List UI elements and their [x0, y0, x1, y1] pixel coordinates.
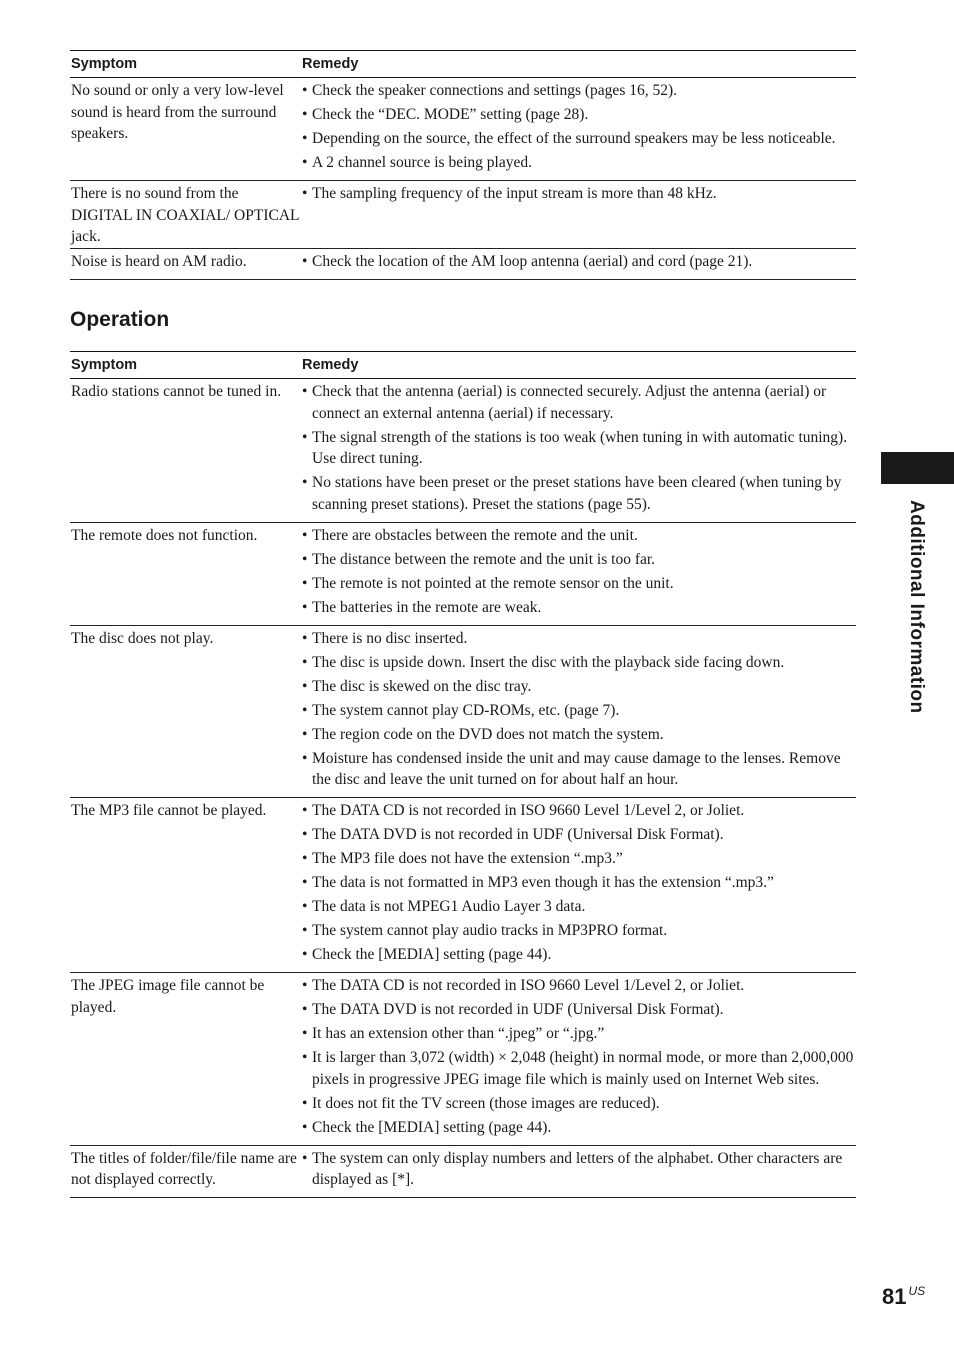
- symptom-cell: Noise is heard on AM radio.: [71, 252, 247, 270]
- bullet-icon: •: [302, 428, 308, 446]
- remedy-text: The DATA CD is not recorded in ISO 9660 Level 1/Level 2, or Joliet.: [312, 977, 745, 994]
- remedy-text: There are obstacles between the remote and the unit.: [312, 526, 638, 544]
- symptom-cell: The titles of folder/file/file name are not displayed correctly.: [71, 1149, 297, 1188]
- bullet-icon: •: [302, 749, 308, 767]
- remedy-text: The DATA CD is not recorded in ISO 9660 Level 1/Level 2, or Joliet.: [312, 802, 745, 819]
- remedy-item: [302, 152, 856, 174]
- remedy-text: No stations have been preset or the preset stations have been cleared (when tuning by scanning preset stations). Preset the stations (page 55).: [312, 474, 842, 513]
- bullet-icon: •: [302, 629, 308, 647]
- table-row: [70, 1146, 856, 1199]
- table-row: [70, 626, 856, 799]
- symptom-cell: The disc does not play.: [71, 629, 214, 647]
- table-row: [70, 78, 856, 181]
- remedy-text: Check the speaker connections and settings (pages 16, 52).: [312, 82, 678, 99]
- remedy-item: [302, 549, 856, 571]
- bullet-icon: •: [302, 946, 308, 963]
- remedy-item: [302, 676, 856, 698]
- bullet-icon: •: [302, 252, 308, 270]
- remedy-item: [302, 872, 856, 894]
- remedy-item: [302, 80, 856, 102]
- bullet-icon: •: [302, 82, 308, 99]
- remedy-text: The region code on the DVD does not match the system.: [312, 725, 664, 743]
- remedy-text: Check the [MEDIA] setting (page 44).: [312, 1118, 552, 1136]
- remedy-item: [302, 251, 856, 273]
- remedy-cell: [302, 181, 856, 248]
- remedy-item: [302, 1117, 856, 1139]
- table-row: [70, 798, 856, 973]
- remedy-item: [302, 944, 856, 966]
- bullet-icon: •: [302, 802, 308, 819]
- bullet-icon: •: [302, 106, 308, 123]
- page-number: [882, 1284, 925, 1310]
- remedy-item: [302, 1093, 856, 1115]
- table-row: [70, 973, 856, 1146]
- remedy-text: Check the location of the AM loop antenna (aerial) and cord (page 21).: [312, 252, 753, 270]
- table-header: [70, 351, 856, 379]
- bullet-icon: •: [302, 1118, 308, 1136]
- table-row: [70, 181, 856, 249]
- table-row: [70, 523, 856, 626]
- bullet-icon: •: [302, 898, 308, 915]
- bullet-icon: •: [302, 1001, 308, 1018]
- remedy-text: Check that the antenna (aerial) is connected securely. Adjust the antenna (aerial) or connect an external antenna (aerial) if necessary.: [312, 383, 827, 422]
- remedy-item: [302, 597, 856, 619]
- section-heading-operation: Operation: [70, 308, 170, 331]
- bullet-icon: •: [302, 1149, 308, 1167]
- remedy-item: [302, 183, 856, 205]
- remedy-item: [302, 104, 856, 126]
- remedy-text: The disc is upside down. Insert the disc with the playback side facing down.: [312, 653, 785, 671]
- remedy-item: [302, 381, 856, 424]
- remedy-header: Remedy: [302, 56, 359, 72]
- bullet-icon: •: [302, 383, 308, 400]
- table-header: [70, 50, 856, 78]
- symptom-cell: There is no sound from the DIGITAL IN COAXIAL/ OPTICAL jack.: [71, 185, 299, 245]
- remedy-item: [302, 800, 856, 822]
- remedy-text: The disc is skewed on the disc tray.: [312, 677, 532, 695]
- remedy-text: The system cannot play CD-ROMs, etc. (page 7).: [312, 701, 620, 719]
- remedy-text: The system cannot play audio tracks in MP3PRO format.: [312, 922, 668, 939]
- remedy-cell: [302, 249, 856, 279]
- bullet-icon: •: [302, 550, 308, 568]
- remedy-text: The signal strength of the stations is too weak (when tuning in with automatic tuning). Use direct tuning.: [312, 428, 848, 467]
- remedy-cell: [302, 523, 856, 625]
- bullet-icon: •: [302, 725, 308, 743]
- bullet-icon: •: [302, 922, 308, 939]
- remedy-text: There is no disc inserted.: [312, 629, 468, 647]
- bullet-icon: •: [302, 677, 308, 695]
- bullet-icon: •: [302, 850, 308, 867]
- remedy-text: It has an extension other than “.jpeg” or “.jpg.”: [312, 1025, 605, 1042]
- table-row: [70, 249, 856, 280]
- remedy-item: [302, 128, 856, 150]
- bullet-icon: •: [302, 526, 308, 544]
- remedy-item: [302, 525, 856, 547]
- bullet-icon: •: [302, 574, 308, 592]
- bullet-icon: •: [302, 598, 308, 616]
- remedy-text: Depending on the source, the effect of the surround speakers may be less noticeable.: [312, 130, 836, 147]
- remedy-item: [302, 573, 856, 595]
- symptom-cell: The JPEG image file cannot be played.: [71, 977, 265, 1016]
- remedy-item: [302, 896, 856, 918]
- remedy-text: The DATA DVD is not recorded in UDF (Universal Disk Format).: [312, 1001, 724, 1018]
- bullet-icon: •: [302, 474, 308, 491]
- symptom-cell: No sound or only a very low-level sound is heard from the surround speakers.: [71, 82, 284, 142]
- bullet-icon: •: [302, 874, 308, 891]
- remedy-cell: [302, 379, 856, 522]
- bullet-icon: •: [302, 1094, 308, 1112]
- remedy-item: [302, 724, 856, 746]
- bullet-icon: •: [302, 130, 308, 147]
- symptom-cell: Radio stations cannot be tuned in.: [71, 383, 282, 400]
- remedy-cell: [302, 78, 856, 180]
- table-row: [70, 379, 856, 523]
- remedy-cell: [302, 1146, 856, 1198]
- remedy-text: Check the [MEDIA] setting (page 44).: [312, 946, 552, 963]
- remedy-text: A 2 channel source is being played.: [312, 154, 532, 171]
- bullet-icon: •: [302, 977, 308, 994]
- table-body: [70, 379, 856, 1198]
- remedy-item: [302, 920, 856, 942]
- page-number-suffix: US: [908, 1284, 926, 1298]
- remedy-item: [302, 824, 856, 846]
- page-number-value: 81: [882, 1284, 907, 1309]
- bullet-icon: •: [302, 826, 308, 843]
- remedy-text: The distance between the remote and the unit is too far.: [312, 550, 656, 568]
- bullet-icon: •: [302, 185, 308, 202]
- remedy-item: [302, 999, 856, 1021]
- remedy-item: [302, 1023, 856, 1045]
- remedy-text: The MP3 file does not have the extension “.mp3.”: [312, 850, 623, 867]
- remedy-item: [302, 472, 856, 515]
- remedy-cell: [302, 973, 856, 1145]
- table-body: [70, 78, 856, 280]
- troubleshooting-table-sound: [70, 50, 856, 280]
- remedy-text: The sampling frequency of the input stream is more than 48 kHz.: [312, 185, 717, 202]
- remedy-text: The remote is not pointed at the remote sensor on the unit.: [312, 574, 674, 592]
- remedy-header: Remedy: [302, 357, 359, 373]
- remedy-text: Check the “DEC. MODE” setting (page 28).: [312, 106, 589, 123]
- remedy-item: [302, 848, 856, 870]
- bullet-icon: •: [302, 1025, 308, 1042]
- remedy-cell: [302, 626, 856, 798]
- remedy-item: [302, 652, 856, 674]
- section-tab-marker: [881, 452, 954, 484]
- remedy-item: [302, 748, 856, 791]
- remedy-text: The system can only display numbers and letters of the alphabet. Other characters are displayed as [*].: [312, 1149, 843, 1188]
- remedy-item: [302, 975, 856, 997]
- remedy-item: [302, 1148, 856, 1191]
- section-tab-label: Additional Information: [906, 500, 927, 714]
- bullet-icon: •: [302, 1049, 308, 1066]
- remedy-text: The batteries in the remote are weak.: [312, 598, 542, 616]
- symptom-cell: The remote does not function.: [71, 526, 258, 544]
- troubleshooting-table-operation: [70, 351, 856, 1198]
- symptom-cell: The MP3 file cannot be played.: [71, 802, 267, 819]
- symptom-header: Symptom: [71, 56, 138, 72]
- remedy-text: Moisture has condensed inside the unit and may cause damage to the lenses. Remove the disc and leave the unit turned on for about half an hour.: [312, 749, 841, 788]
- remedy-text: The data is not MPEG1 Audio Layer 3 data.: [312, 898, 586, 915]
- remedy-item: [302, 700, 856, 722]
- symptom-header: Symptom: [71, 357, 138, 373]
- remedy-text: The data is not formatted in MP3 even though it has the extension “.mp3.”: [312, 874, 774, 891]
- bullet-icon: •: [302, 653, 308, 671]
- remedy-text: It does not fit the TV screen (those images are reduced).: [312, 1094, 660, 1112]
- remedy-text: It is larger than 3,072 (width) × 2,048 (height) in normal mode, or more than 2,000,000 pixels in progressive JPEG image file which is mainly used on Internet Web sites.: [312, 1049, 854, 1088]
- bullet-icon: •: [302, 154, 308, 171]
- remedy-item: [302, 628, 856, 650]
- bullet-icon: •: [302, 701, 308, 719]
- remedy-item: [302, 427, 856, 470]
- remedy-item: [302, 1047, 856, 1090]
- remedy-cell: [302, 798, 856, 972]
- remedy-text: The DATA DVD is not recorded in UDF (Universal Disk Format).: [312, 826, 724, 843]
